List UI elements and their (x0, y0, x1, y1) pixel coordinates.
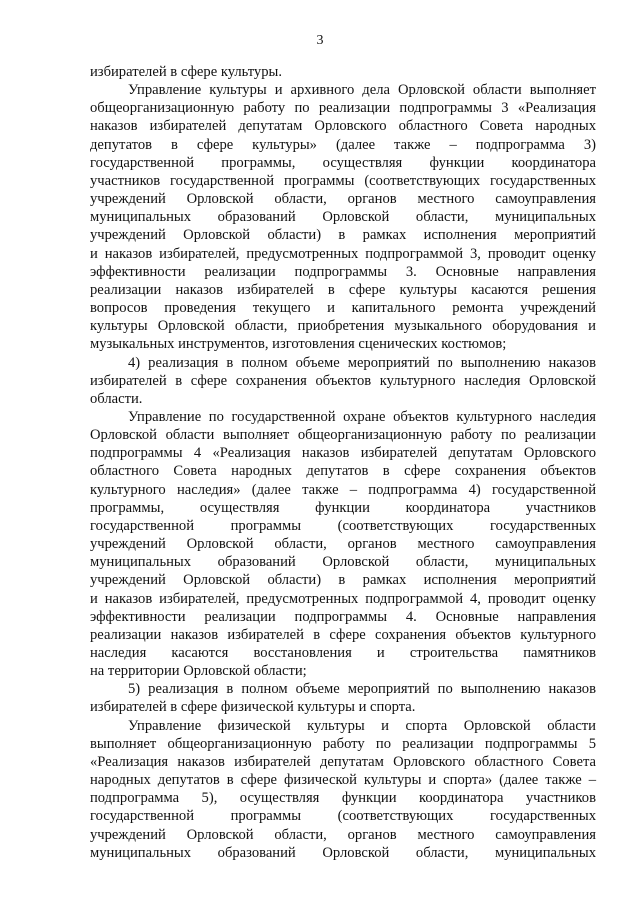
text-line: 5) реализация в полном объеме мероприятий по выполнению наказов (128, 681, 596, 698)
text-line: участников государственной программы (соответствующих государственных (90, 172, 596, 189)
text-line: подпрограмма 5), осуществляя функции координатора участников (90, 790, 596, 807)
text-line: 4) реализация в полном объеме мероприятий по выполнению наказов (128, 354, 596, 371)
text-line: и наказов избирателей, предусмотренных подпрограммой 4, проводит оценку (90, 590, 596, 607)
text-line: на территории Орловской области; (90, 663, 307, 680)
text-line: культуры Орловской области, приобретения музыкального оборудования и (90, 318, 596, 335)
paragraph-1 (90, 63, 596, 81)
text-line: общеорганизационную работу по реализации подпрограммы 3 «Реализация (90, 100, 596, 117)
text-line: и наказов избирателей, предусмотренных подпрограммой 3, проводит оценку (90, 245, 596, 262)
text-line: культурного наследия» (далее также – подпрограмма 4) государственной (90, 481, 596, 498)
text-line: наказов избирателей депутатам Орловского областного Совета народных (90, 118, 596, 135)
text-line: эффективности реализации подпрограммы 4. Основные направления (90, 608, 596, 625)
text-line: учреждений Орловской области, органов местного самоуправления (90, 191, 596, 208)
text-line: области. (90, 390, 143, 407)
text-line: муниципальных образований Орловской области, муниципальных (90, 554, 596, 571)
page-number: 3 (316, 33, 324, 48)
text-line: народных депутатов в сфере физической культуры и спорта» (далее также – (90, 772, 596, 789)
text-line: Управление культуры и архивного дела Орловской области выполняет (128, 82, 596, 99)
text-line: муниципальных образований Орловской области, муниципальных (90, 844, 596, 861)
text-line: подпрограммы 4 «Реализация наказов избирателей депутатам Орловского (90, 445, 596, 462)
text-line: программы, осуществляя функции координатора участников (90, 499, 596, 516)
text-line: депутатов в сфере культуры» (далее также – подпрограмма 3) (90, 136, 596, 153)
text-line: учреждений Орловской области) в рамках исполнения мероприятий (90, 572, 596, 589)
text-line: учреждений Орловской области, органов местного самоуправления (90, 826, 596, 843)
text-line: вопросов проведения текущего и капитального ремонта учреждений (90, 300, 596, 317)
text-line: государственной программы (соответствующих государственных (90, 517, 596, 534)
text-line: реализации наказов избирателей в сфере культуры касаются решения (90, 281, 596, 298)
text-line: государственной программы, осуществляя функции координатора (90, 154, 596, 171)
paragraph-5 (90, 680, 596, 716)
text-line: выполняет общеорганизационную работу по реализации подпрограммы 5 (90, 735, 596, 752)
text-line: учреждений Орловской области, органов местного самоуправления (90, 536, 596, 553)
text-line: реализации наказов избирателей в сфере сохранения объектов культурного (90, 626, 596, 643)
text-line: государственной программы (соответствующих государственных (90, 808, 596, 825)
text-line: избирателей в сфере сохранения объектов культурного наследия Орловской (90, 372, 596, 389)
text-line: областного Совета народных депутатов в сфере сохранения объектов (90, 463, 596, 480)
paragraph-6 (90, 717, 596, 862)
text-line: Управление по государственной охране объектов культурного наследия (128, 408, 596, 425)
paragraph-4 (90, 408, 596, 680)
document-body (90, 63, 596, 862)
text-line: эффективности реализации подпрограммы 3. Основные направления (90, 263, 596, 280)
text-line: муниципальных образований Орловской области, муниципальных (90, 209, 596, 226)
text-line: учреждений Орловской области) в рамках исполнения мероприятий (90, 227, 596, 244)
paragraph-3 (90, 354, 596, 408)
text-line: Орловской области выполняет общеорганизационную работу по реализации (90, 427, 596, 444)
text-line: музыкальных инструментов, изготовления сценических костюмов; (90, 336, 507, 353)
text-line: избирателей в сфере культуры. (90, 64, 282, 80)
text-line: Управление физической культуры и спорта Орловской области (128, 717, 596, 734)
text-line: «Реализация наказов избирателей депутатам Орловского областного Совета (90, 753, 596, 770)
text-line: наследия касаются восстановления и строительства памятников (90, 645, 596, 661)
text-line: избирателей в сфере физической культуры и спорта. (90, 699, 416, 716)
paragraph-2 (90, 81, 596, 353)
